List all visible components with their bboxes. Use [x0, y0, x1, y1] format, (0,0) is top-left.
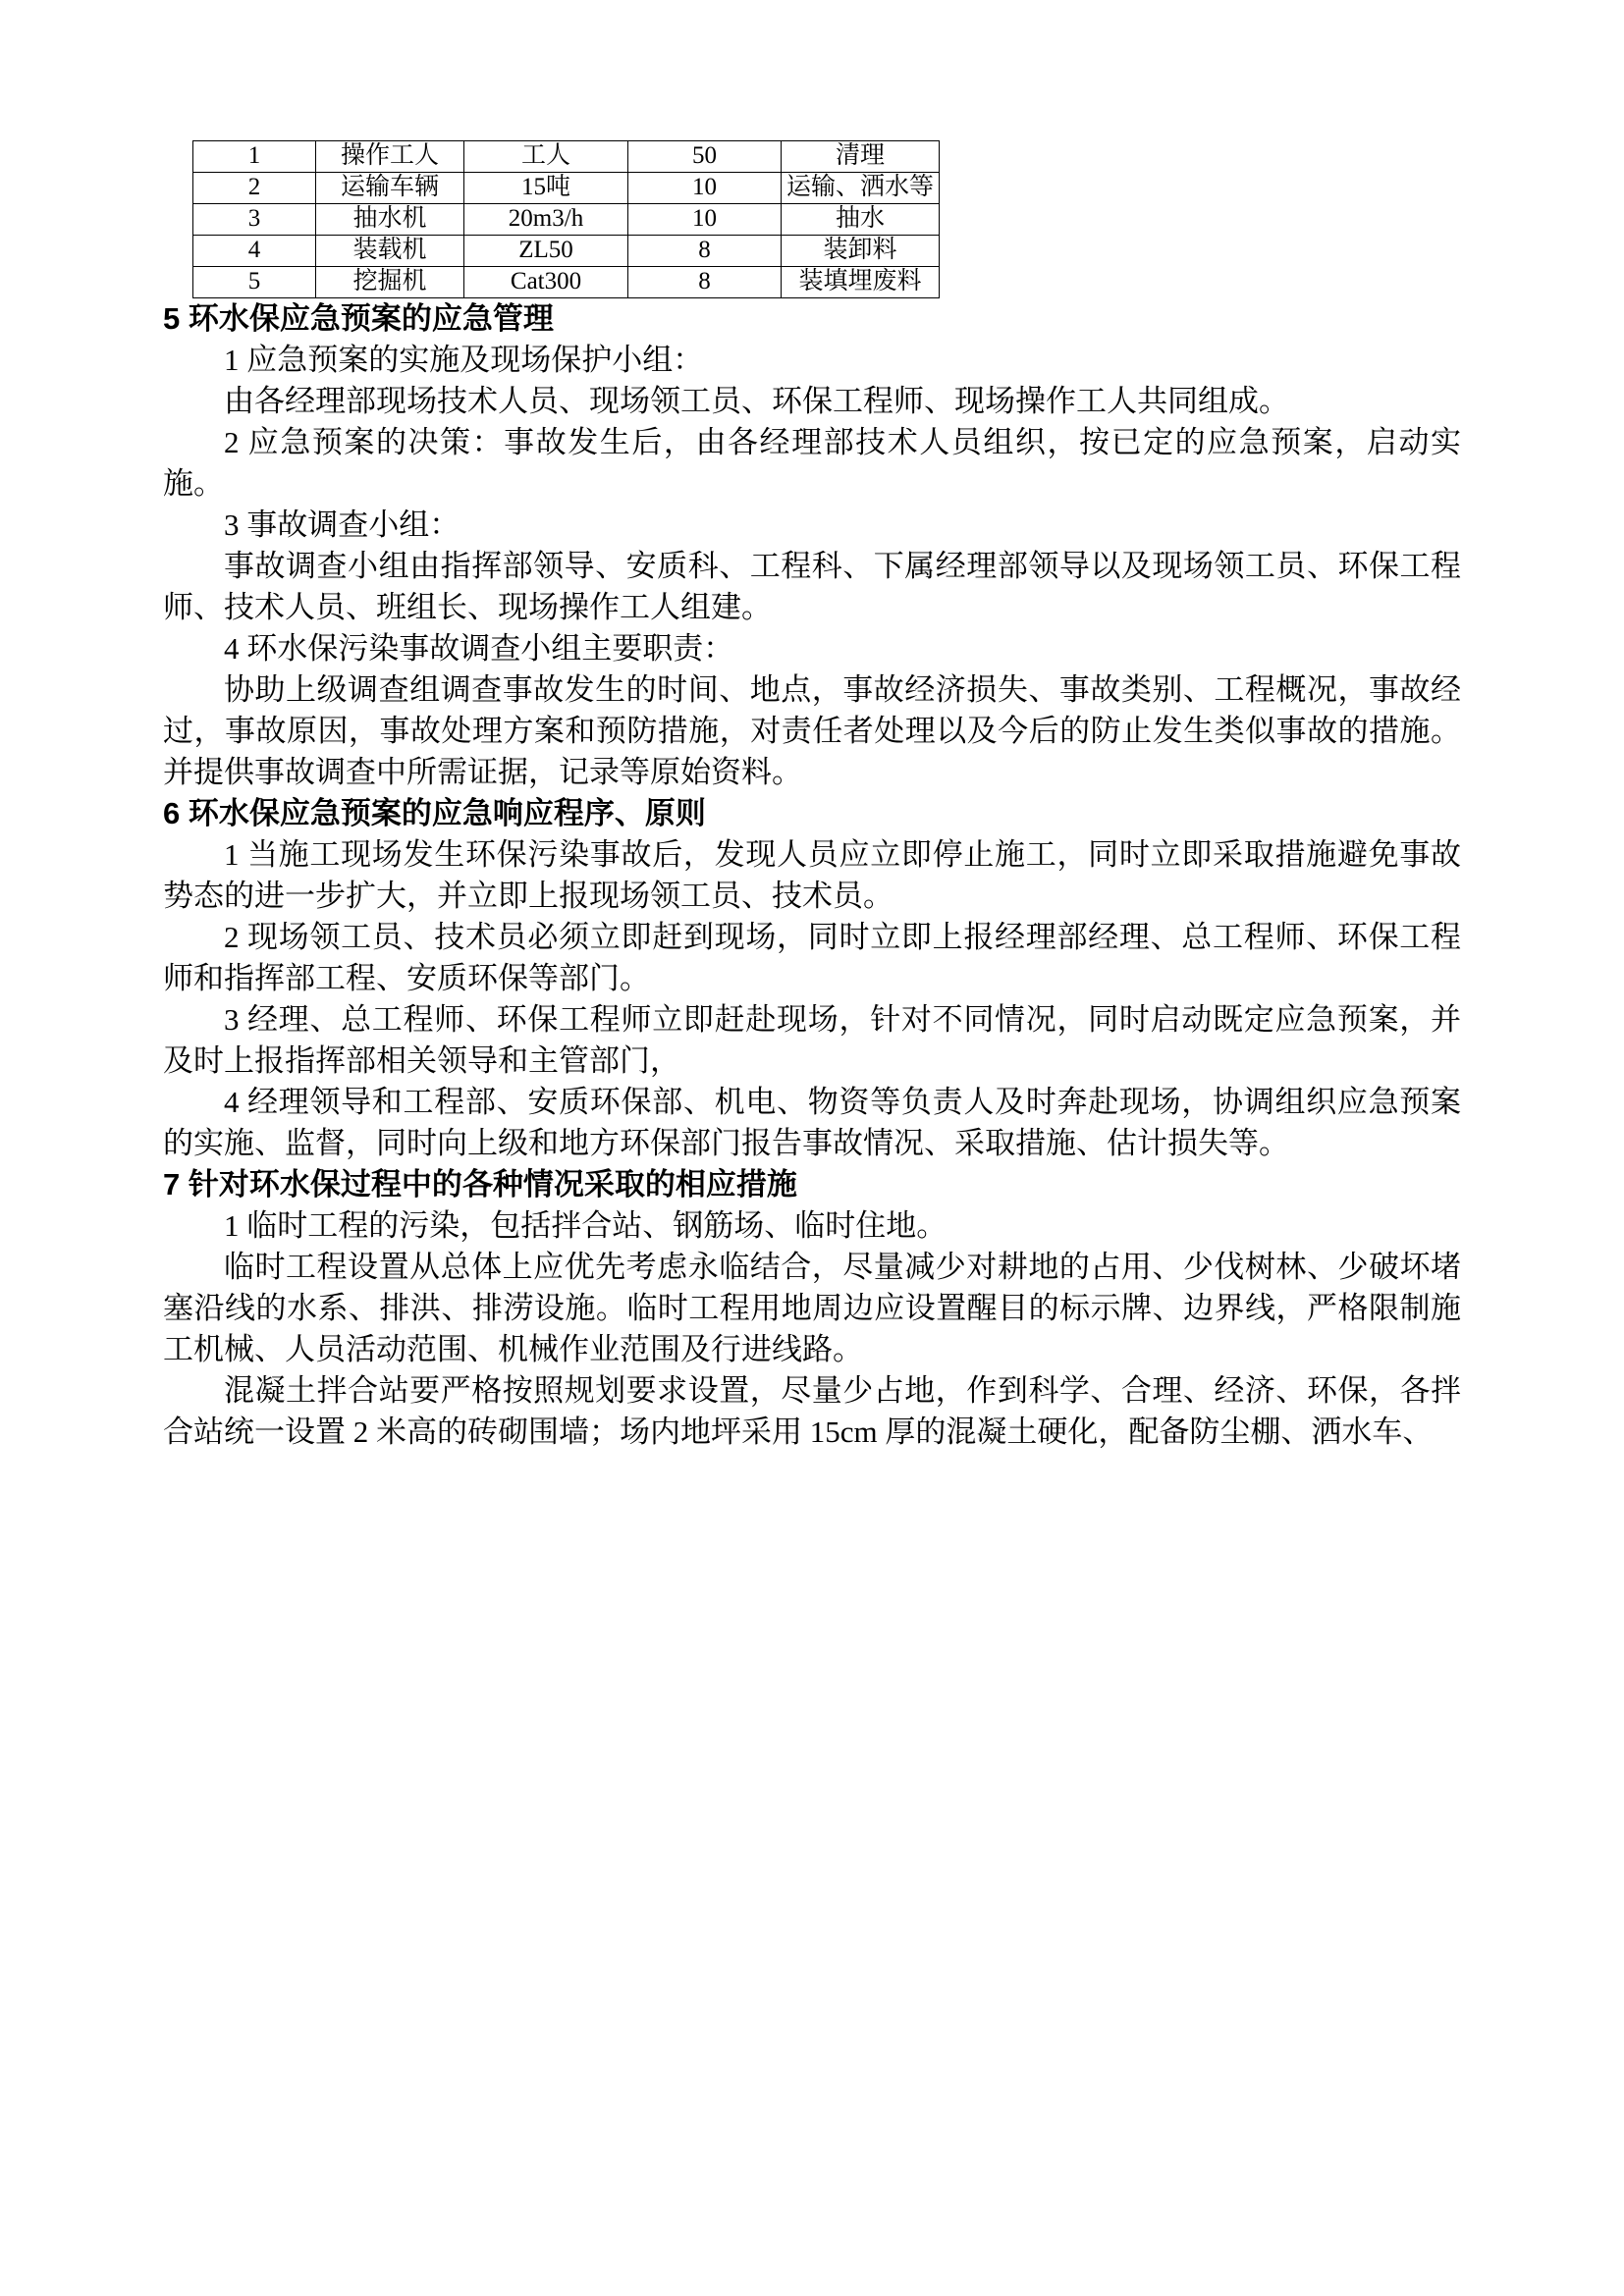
table-cell: Cat300: [464, 267, 628, 298]
table-cell: 3: [193, 204, 316, 236]
table-cell: 抽水: [782, 204, 940, 236]
section-7: [163, 1164, 1461, 1453]
paragraph: 临时工程设置从总体上应优先考虑永临结合，尽量减少对耕地的占用、少伐树林、少破坏堵塞沿线的水系、排洪、排涝设施。临时工程用地周边应设置醒目的标示牌、边界线，严格限制施工机械、人员活动范围、机械作业范围及行进线路。: [163, 1250, 1461, 1366]
table-cell: 清理: [782, 141, 940, 173]
section-6-heading: 6 环水保应急预案的应急响应程序、原则: [163, 796, 706, 830]
table-cell: 4: [193, 236, 316, 267]
table-cell: 抽水机: [316, 204, 464, 236]
paragraph: 4 经理领导和工程部、安质环保部、机电、物资等负责人及时奔赴现场，协调组织应急预案的实施、监督，同时向上级和地方环保部门报告事故情况、采取措施、估计损失等。: [163, 1085, 1461, 1160]
equipment-table: [192, 140, 940, 298]
paragraph: 4 环水保污染事故调查小组主要职责：: [224, 631, 734, 666]
paragraph: 2 现场领工员、技术员必须立即赶到现场，同时立即上报经理部经理、总工程师、环保工程师和指挥部工程、安质环保等部门。: [163, 920, 1461, 995]
section-7-heading: 7 针对环水保过程中的各种情况采取的相应措施: [163, 1167, 797, 1201]
table-cell: 操作工人: [316, 141, 464, 173]
table-row: [193, 236, 940, 267]
table-cell: 15吨: [464, 173, 628, 204]
table-row: [193, 204, 940, 236]
table-cell: 10: [628, 173, 782, 204]
paragraph: 由各经理部现场技术人员、现场领工员、环保工程师、现场操作工人共同组成。: [224, 384, 1289, 418]
paragraph: 1 应急预案的实施及现场保护小组：: [224, 343, 704, 377]
table-row: [193, 267, 940, 298]
section-6: [163, 793, 1461, 1164]
table-cell: 装填埋废料: [782, 267, 940, 298]
table-cell: 10: [628, 204, 782, 236]
table-cell: 8: [628, 267, 782, 298]
table-cell: ZL50: [464, 236, 628, 267]
table-row: [193, 173, 940, 204]
paragraph: 3 事故调查小组：: [224, 507, 460, 542]
paragraph: 事故调查小组由指挥部领导、安质科、工程科、下属经理部领导以及现场领工员、环保工程师、技术人员、班组长、现场操作工人组建。: [163, 549, 1461, 624]
paragraph: 2 应急预案的决策：事故发生后，由各经理部技术人员组织，按已定的应急预案，启动实施。: [163, 425, 1461, 501]
paragraph: 3 经理、总工程师、环保工程师立即赶赴现场，针对不同情况，同时启动既定应急预案，并及时上报指挥部相关领导和主管部门，: [163, 1002, 1461, 1078]
table-cell: 2: [193, 173, 316, 204]
paragraph: 1 当施工现场发生环保污染事故后，发现人员应立即停止施工，同时立即采取措施避免事故势态的进一步扩大，并立即上报现场领工员、技术员。: [163, 837, 1461, 913]
table-cell: 50: [628, 141, 782, 173]
table-cell: 5: [193, 267, 316, 298]
table-cell: 装卸料: [782, 236, 940, 267]
table-cell: 1: [193, 141, 316, 173]
section-5: [163, 298, 1461, 793]
table-row: [193, 141, 940, 173]
paragraph: 1 临时工程的污染，包括拌合站、钢筋场、临时住地。: [224, 1208, 947, 1243]
table-cell: 装载机: [316, 236, 464, 267]
table-cell: 8: [628, 236, 782, 267]
paragraph: 混凝土拌合站要严格按照规划要求设置，尽量少占地，作到科学、合理、经济、环保，各拌合站统一设置 2 米高的砖砌围墙；场内地坪采用 15cm 厚的混凝土硬化，配备防尘棚、洒水车、: [163, 1373, 1461, 1449]
section-5-heading: 5 环水保应急预案的应急管理: [163, 301, 554, 336]
table-cell: 工人: [464, 141, 628, 173]
table-cell: 运输车辆: [316, 173, 464, 204]
table-cell: 挖掘机: [316, 267, 464, 298]
paragraph: 协助上级调查组调查事故发生的时间、地点，事故经济损失、事故类别、工程概况，事故经过，事故原因，事故处理方案和预防措施，对责任者处理以及今后的防止发生类似事故的措施。并提供事故调查中所需证据，记录等原始资料。: [163, 672, 1461, 789]
table-cell: 20m3/h: [464, 204, 628, 236]
table-cell: 运输、洒水等: [782, 173, 940, 204]
